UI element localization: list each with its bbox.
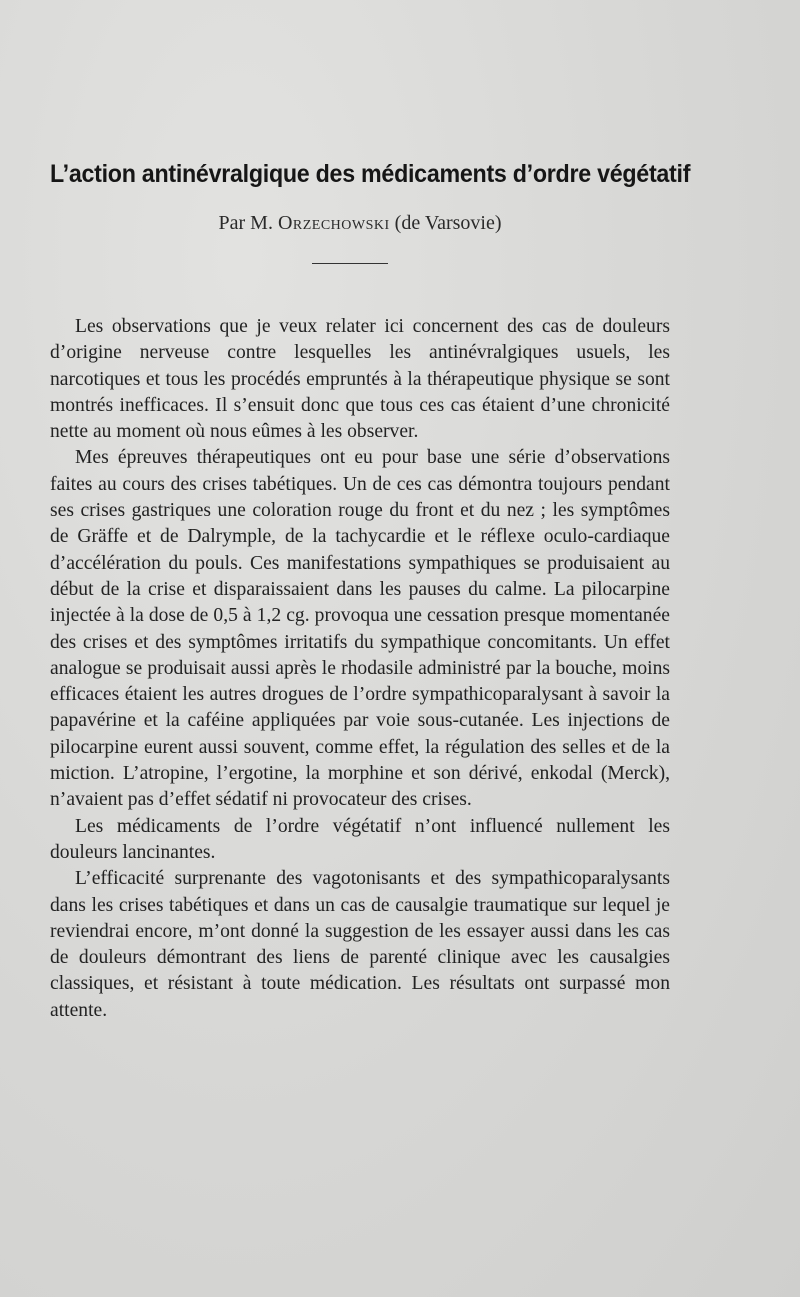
paragraph-1: Les observations que je veux relater ici concernent des cas de douleurs d’origine nerveuse contre lesquelles les antinévralgiques usuels, les narcotiques et tous les procédés empruntés à la thérapeutique physique se sont montrés inefficaces. Il s’ensuit donc que tous ces cas étaient d’une chronicité nette au moment où nous eûmes à les observer. [50,316,670,443]
article-body [50,314,670,1024]
author-name: Orzechowski [277,212,390,234]
title-divider [312,263,388,264]
paragraph-3: Les médicaments de l’ordre végétatif n’ont influencé nullement les douleurs lancinantes. [50,815,670,863]
paragraph-4: L’efficacité surprenante des vagotonisants et des sympathicoparalysants dans les crises tabétiques et dans un cas de causalgie traumatique sur lequel je reviendrai encore, m’ont donné la suggestion de les essayer aussi dans les cas de douleurs démontrant des liens de parenté clinique avec les causalgies classiques, et résistant à toute médication. Les résultats ont surpassé mon attente. [50,868,670,1021]
paragraph-2: Mes épreuves thérapeutiques ont eu pour base une série d’observations faites au cours des crises tabétiques. Un de ces cas démontra toujours pendant ses crises gastriques une coloration rouge du front et du nez ; les symptômes de Gräffe et de Dalrymple, de la tachycardie et le réflexe oculo-cardiaque d’accélération du pouls. Ces manifestations sympathiques se produisaient au début de la crise et disparaissaient dans les pauses du calme. La pilocarpine injectée à la dose de 0,5 à 1,2 cg. provoqua une cessation presque momentanée des crises et des symptômes irritatifs du sympathique concomitants. Un effet analogue se produisait aussi après le rhodasile administré par la bouche, moins efficaces étaient les autres drogues de l’ordre sympathicoparalysant à savoir la papavérine et la caféine appliquées par voie sous-cutanée. Les injections de pilocarpine eurent aussi souvent, comme effet, la régulation des selles et de la miction. L’atropine, l’ergotine, la morphine et son dérivé, enkodal (Merck), n’avaient pas d’effet sédatif ni provocateur des crises. [50,447,670,811]
author-location: (de Varsovie) [394,212,502,234]
article-byline [0,212,720,235]
article-title: L’action antinévralgique des médicaments d’ordre végétatif [50,160,691,188]
byline-prefix: Par M. [218,212,273,234]
